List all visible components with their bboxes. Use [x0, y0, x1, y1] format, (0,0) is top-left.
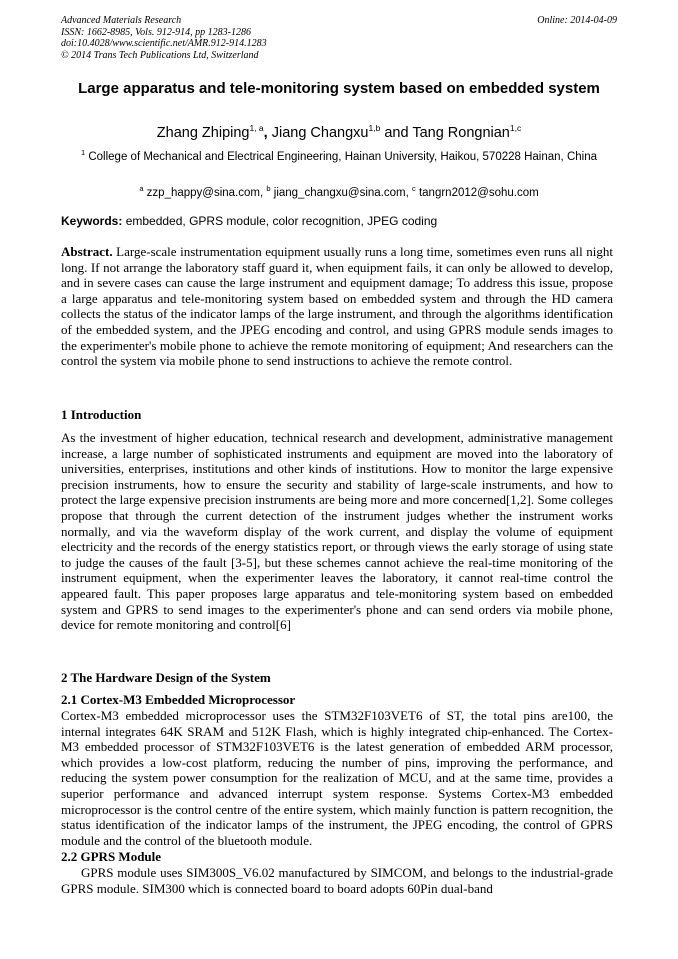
journal-issn: ISSN: 1662-8985, Vols. 912-914, pp 1283-1286: [61, 26, 251, 38]
journal-header: [61, 15, 617, 61]
author-3-name: Tang Rongnian: [412, 125, 510, 141]
section-heading-hardware: 2 The Hardware Design of the System: [61, 670, 271, 685]
keywords: [61, 213, 617, 229]
author-2-sup: 1,b: [368, 123, 381, 133]
email-b-sup: b: [266, 184, 271, 193]
affiliation: [61, 149, 617, 165]
abstract-text: Large-scale instrumentation equipment usually runs a long time, sometimes even runs all night long. If not arrange the laboratory staff guard it, when equipment fails, it can only be allowed to develop, and in severe cases can cause the large instrument and equipment damage; To address this issue, propose a large apparatus and tele-monitoring system based on embedded system and through the HD camera collects the status of the indicator lamps of the large instrument, and through the algorithms identification of the embedded system, and the JPEG encoding and control, and using GPRS module sends images to the experimenter's mobile phone to achieve the remote monitoring of equipment; And researchers can the control the system via mobile phone to send instructions to achieve the remote control.: [61, 244, 613, 369]
section-heading-introduction: 1 Introduction: [61, 407, 142, 422]
abstract: [61, 244, 613, 369]
author-separator-2: and: [380, 125, 413, 141]
author-list: [61, 124, 617, 142]
email-c-sup: c: [412, 184, 416, 193]
journal-doi: doi:10.4028/www.scientific.net/AMR.912-914.1283: [61, 38, 267, 49]
author-2-name: Jiang Changxu: [271, 125, 369, 141]
introduction-text: As the investment of higher education, technical research and development, administrative management increase, a large number of sophisticated instruments and equipment are moved into the laboratory of universities, enterprises, institutions and other kinds of institutions. How to monitor the large expensive precision instruments, how to ensure the security and stability of large-scale instruments, and how to protect the large expensive precision instruments are being more and more concerned[1,2]. Some colleges propose that through the current detection of the instrument judges whether the instrument works normally, and via the waveform display of the work current, and display the volume of equipment electricity and the records of the energy statistics report, or through views the early storage of using state to judge the causes of the fault [3-5], but these schemes cannot achieve the real-time monitoring of the instrument equipment, when the experimenter leaves the laboratory, it cannot real-time control the appeared fault. This paper proposes large apparatus and tele-monitoring system based on embedded system and GPRS to send images to the experimenter's phone and can send orders via mobile phone, device for remote monitoring and control[6]: [61, 430, 613, 633]
journal-copyright: © 2014 Trans Tech Publications Ltd, Switzerland: [61, 49, 259, 61]
cortex-text: Cortex-M3 embedded microprocessor uses the STM32F103VET6 of ST, the total pins are100, the internal integrates 64K SRAM and 512K Flash, which is highly integrated chip-enhanced. The Cortex-M3 embedded processor of STM32F103VET6 is the latest generation of embedded ARM processor, which provides a low-cost platform, reducing the number of pins, improving the performance, and reducing the system power consumption for the realization of MCU, and at the same time, provides a superior performance and advanced interrupt system response. Systems Cortex-M3 embedded microprocessor is the control centre of the entire system, which mainly function is pattern recognition, the status identification of the indicator lamps of the instrument, the JPEG encoding, the control of GPRS module and the control of the bluetooth module.: [61, 708, 613, 848]
email-b: jiang_changxu@sina.com,: [270, 187, 413, 199]
section-heading-cortex: 2.1 Cortex-M3 Embedded Microprocessor: [61, 692, 296, 707]
author-1-sup: 1, a: [249, 123, 264, 133]
abstract-label: Abstract.: [61, 244, 113, 259]
paper-title: Large apparatus and tele-monitoring system based on embedded system: [78, 80, 600, 97]
author-emails: [61, 185, 617, 201]
author-3-sup: 1,c: [509, 123, 522, 133]
email-a: zzp_happy@sina.com,: [143, 187, 267, 199]
affiliation-text: College of Mechanical and Electrical Engineering, Hainan University, Haikou, 570228 Hainan, China: [85, 151, 597, 163]
author-1-name: Zhang Zhiping: [156, 125, 250, 141]
keywords-label: Keywords:: [61, 214, 123, 228]
author-separator-1: ,: [263, 125, 272, 141]
keywords-text: embedded, GPRS module, color recognition, JPEG coding: [122, 214, 438, 228]
online-date: Online: 2014-04-09: [537, 15, 617, 26]
affiliation-sup: 1: [80, 148, 86, 157]
section-heading-gprs: 2.2 GPRS Module: [61, 849, 162, 864]
gprs-text: GPRS module uses SIM300S_V6.02 manufactured by SIMCOM, and belongs to the industrial-grade GPRS module. SIM300 which is connected board to board adopts 60Pin dual-band: [61, 865, 613, 896]
journal-name: Advanced Materials Research: [61, 15, 182, 26]
email-c: tangrn2012@sohu.com: [415, 187, 539, 199]
email-a-sup: a: [139, 184, 144, 193]
